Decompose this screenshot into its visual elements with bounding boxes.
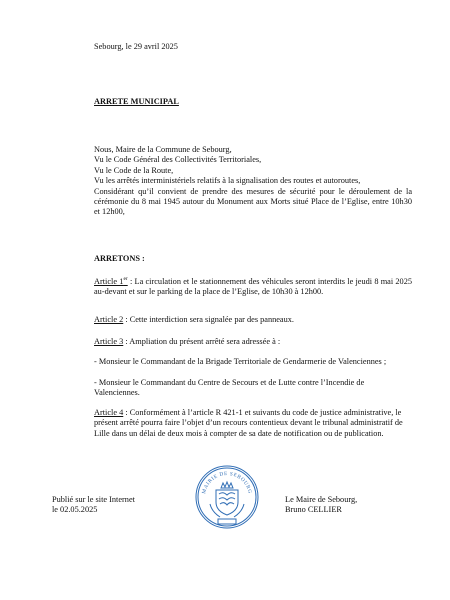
publication-line-2: le 02.05.2025 [52, 505, 98, 515]
article-2-label: Article 2 [94, 315, 124, 324]
article-1-text: : La circulation et le stationnement des véhicules seront interdits le jeudi 8 mai 2025 au-devant et sur le parking de la place de l’Eglise, de 10h30 à 12h00. [94, 276, 412, 297]
preamble-line-1: Nous, Maire de la Commune de Sebourg, [94, 145, 232, 154]
article-3-text: : Ampliation du présent arrêté sera adressée à : [123, 337, 281, 346]
preamble-line-2: Vu le Code Général des Collectivités Territoriales, [94, 155, 262, 165]
article-1 [94, 274, 412, 298]
preamble-line-4: Vu les arrêtés interministériels relatifs à la signalisation des routes et autoroutes, [94, 176, 361, 186]
preamble [94, 145, 412, 218]
mayor-signature-block [285, 495, 357, 516]
mayor-title: Le Maire de Sebourg, [285, 495, 358, 504]
preamble-line-5: Considérant qu’il convient de prendre des mesures de sécurité pour le déroulement de la cérémonie du 8 mai 1945 autour du Monument aux Morts situé Place de l’Eglise, entre 10h30 et 12h00, [94, 186, 412, 217]
article-3-label: Article 3 [94, 337, 124, 346]
town-hall-seal-stamp [194, 464, 260, 530]
stamp-emblem-detail [219, 493, 235, 505]
recipient-gendarmerie: - Monsieur le Commandant de la Brigade Territoriale de Gendarmerie de Valenciennes ; [94, 357, 387, 366]
article-3 [94, 337, 412, 347]
article-4 [94, 408, 412, 439]
stamp-lettering: MAIRIE DE SEBOURG [201, 470, 253, 495]
date-line: Sebourg, le 29 avril 2025 [94, 42, 178, 51]
article-1-label: Article 1er [94, 276, 128, 286]
article-2 [94, 315, 412, 325]
article-4-text: : Conformément à l’article R 421-1 et suivants du code de justice administrative, le présent arrêté pourra faire l’objet d’un recours contentieux devant le tribunal administratif de Lille dans un délai de deux mois à compter de sa date de notification ou de publication. [94, 408, 403, 438]
preamble-line-3: Vu le Code de la Route, [94, 165, 174, 175]
article-1-sup: er [123, 276, 128, 282]
article-4-label: Article 4 [94, 408, 124, 417]
recipient-secours: - Monsieur le Commandant du Centre de Secours et de Lutte contre l’Incendie de Valenciennes. [94, 378, 365, 398]
publication-line-1: Publié sur le site Internet [52, 495, 135, 504]
stamp-crown-icon [221, 482, 233, 488]
arretons-heading: ARRETONS : [94, 254, 145, 263]
mayor-name: Bruno CELLIER [285, 505, 342, 515]
article-2-text: : Cette interdiction sera signalée par des panneaux. [123, 315, 294, 324]
publication-note [52, 495, 135, 516]
stamp-banner [218, 519, 236, 524]
decree-title: ARRETE MUNICIPAL [94, 97, 179, 106]
